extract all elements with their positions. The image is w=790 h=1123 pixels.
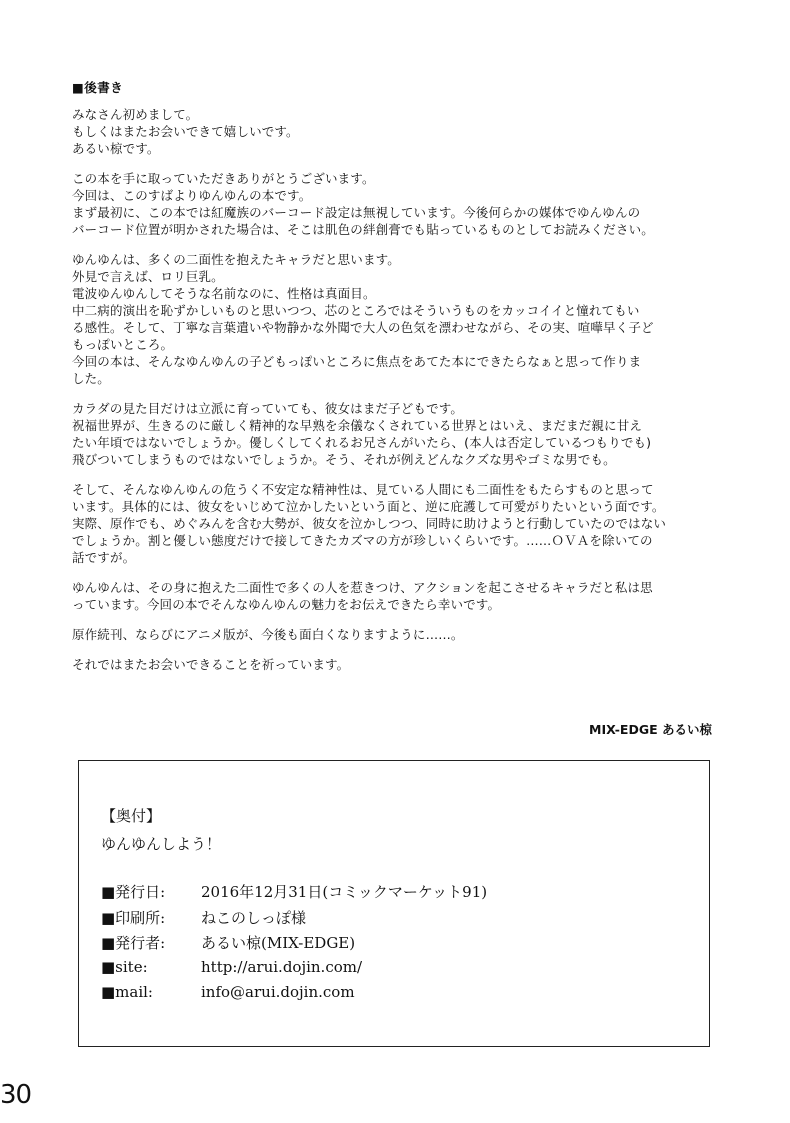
paragraph-closing [72, 656, 722, 673]
text-line: もっぽいところ。 [72, 337, 174, 352]
author-signature: MIX-EDGE あるい椋 [589, 722, 712, 737]
colophon-details [101, 881, 487, 1009]
row-label: ■印刷所: [101, 908, 166, 927]
text-line: みなさん初めまして。 [72, 107, 199, 122]
text-line: ゆんゆんは、多くの二面性を抱えたキャラだと思います。 [72, 252, 400, 267]
page-number: 30 [0, 1080, 32, 1110]
text-line: あるい椋です。 [72, 141, 160, 156]
paragraph-appeal [72, 579, 722, 613]
colophon-row-printer [101, 907, 487, 933]
paragraph-wish [72, 626, 722, 643]
row-label: ■site: [101, 957, 148, 976]
text-line: 飛びついてしまうものではないでしょうか。そう、それが例えどんなクズな男やゴミな男でも。 [72, 452, 616, 467]
text-line: それではまたお会いできることを祈っています。 [72, 657, 350, 672]
text-line: カラダの見た目だけは立派に育っていても、彼女はまだ子どもです。 [72, 401, 464, 416]
colophon-row-publisher [101, 932, 487, 958]
text-line: 電波ゆんゆんしてそうな名前なのに、性格は真面目。 [72, 286, 376, 301]
text-line: 原作続刊、ならびにアニメ版が、今後も面白くなりますように……。 [72, 627, 464, 642]
row-label: ■発行日: [101, 883, 166, 901]
text-line: この本を手に取っていただきありがとうございます。 [72, 171, 375, 186]
colophon-heading: 【奥付】 [101, 807, 162, 825]
text-line: そして、そんなゆんゆんの危うく不安定な精神性は、見ている人間にも二面性をもたらすものと思って [72, 482, 654, 497]
site-url: http://arui.dojin.com/ [201, 957, 363, 976]
text-line: 外見で言えば、ロリ巨乳。 [72, 269, 224, 284]
text-line: 今回は、このすばよりゆんゆんの本です。 [72, 188, 312, 203]
row-value: 2016年12月31日(コミックマーケット91) [201, 883, 488, 901]
text-line: る感性。そして、丁寧な言葉遣いや物静かな外聞で大人の色気を漂わせながら、その実、喧嘩早く子ど [72, 320, 654, 335]
paragraph-greeting [72, 106, 722, 157]
text-line: 中二病的演出を恥ずかしいものと思いつつ、芯のところではそういうものをカッコイイと憧れてもい [72, 303, 640, 318]
text-line: 話ですが。 [72, 550, 136, 565]
text-line: もしくはまたお会いできて嬉しいです。 [72, 124, 299, 139]
paragraph-intro [72, 170, 722, 238]
text-line: います。具体的には、彼女をいじめて泣かしたいという面と、逆に庇護して可愛がりたいという面です。 [72, 499, 665, 514]
row-value: あるい椋(MIX-EDGE) [201, 934, 356, 952]
text-line: まず最初に、この本では紅魔族のバーコード設定は無視しています。今後何らかの媒体でゆんゆんの [72, 205, 641, 220]
text-line: たい年頃ではないでしょうか。優しくしてくれるお兄さんがいたら、(本人は否定しているつもりでも) [72, 435, 652, 450]
text-line: でしょうか。割と優しい態度だけで接してきたカズマの方が珍しいくらいです。……ＯＶＡを除いての [72, 533, 653, 548]
mail-address: info@arui.dojin.com [201, 983, 355, 1001]
row-label: ■mail: [101, 983, 153, 1001]
paragraph-character [72, 251, 722, 387]
colophon-row-mail [101, 983, 487, 1009]
paragraph-childlike [72, 400, 722, 468]
text-line: 祝福世界が、生きるのに厳しく精神的な早熟を余儀なくされている世界とはいえ、まだまだ親に甘え [72, 418, 643, 433]
row-value: ねこのしっぽ様 [201, 908, 307, 927]
book-title: ゆんゆんしよう！ [101, 835, 222, 853]
afterword-heading: ■後書き [72, 80, 124, 95]
colophon-box [78, 760, 710, 1047]
text-line: バーコード位置が明かされた場合は、そこは肌色の絆創膏でも貼っているものとしてお読みください。 [72, 222, 654, 237]
colophon-row-publish-date [101, 881, 487, 907]
paragraph-duality [72, 481, 722, 566]
text-line: した。 [72, 371, 110, 386]
afterword-body [72, 106, 722, 686]
text-line: っています。今回の本でそんなゆんゆんの魅力をお伝えできたら幸いです。 [72, 597, 501, 612]
row-label: ■発行者: [101, 934, 166, 952]
text-line: ゆんゆんは、その身に抱えた二面性で多くの人を惹きつけ、アクションを起こさせるキャラだと私は思 [72, 580, 653, 595]
text-line: 今回の本は、そんなゆんゆんの子どもっぽいところに焦点をあてた本にできたらなぁと思って作りま [72, 354, 642, 369]
text-line: 実際、原作でも、めぐみんを含む大勢が、彼女を泣かしつつ、同時に助けようと行動していたのではない [72, 516, 667, 531]
colophon-row-site [101, 958, 487, 984]
